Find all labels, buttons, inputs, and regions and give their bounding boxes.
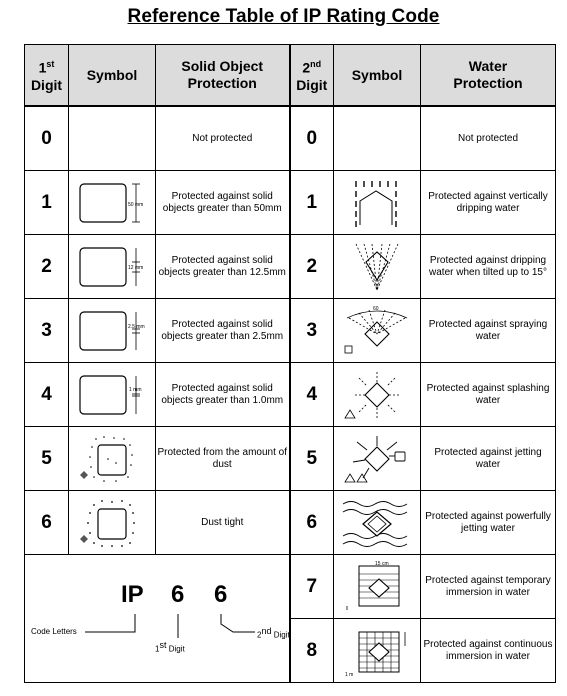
solid-digit: 5: [25, 427, 69, 491]
immersion-bottom-label: 1 m: [345, 671, 354, 678]
ip-rating-table: [24, 44, 556, 683]
solid-desc: Protected from the amount of dust: [156, 427, 290, 491]
solid-desc: Not protected: [156, 106, 290, 171]
jet-icon: [334, 427, 421, 491]
immersion-depth-label: 15 cm: [375, 560, 389, 567]
header-second-digit: 2nd Digit: [290, 45, 334, 107]
code-second-digit: 6: [214, 580, 228, 608]
tilted-drip-icon: [334, 235, 421, 299]
spray-icon: [334, 299, 421, 363]
header-symbol-water: Symbol: [334, 45, 421, 107]
first-digit-label: 1st Digit: [155, 639, 185, 654]
code-letters-label: Code Letters: [31, 626, 77, 636]
header-symbol-solid: Symbol: [69, 45, 156, 107]
temporary-immersion-icon: [334, 555, 421, 619]
probe-2-5mm-icon: [69, 299, 156, 363]
water-digit: 7: [290, 555, 334, 619]
code-first-digit: 6: [171, 580, 185, 608]
dim-label: 50 mm: [128, 201, 144, 208]
water-desc: Protected against powerfully jetting water: [421, 491, 556, 555]
water-digit: 1: [290, 171, 334, 235]
probe-1mm-icon: [69, 363, 156, 427]
header-first-digit: 1st Digit: [25, 45, 69, 107]
dim-label: 12 mm: [128, 264, 144, 271]
table-row: [25, 363, 556, 427]
water-desc: Protected against splashing water: [421, 363, 556, 427]
vertical-drip-icon: [334, 171, 421, 235]
water-digit: 4: [290, 363, 334, 427]
solid-digit: 3: [25, 299, 69, 363]
water-digit: 6: [290, 491, 334, 555]
water-desc: Not protected: [421, 106, 556, 171]
table-row: [25, 555, 556, 619]
spray-angle-label: 60: [373, 305, 379, 312]
water-desc: Protected against dripping water when tilted up to 15°: [421, 235, 556, 299]
solid-desc: Protected against solid objects greater than 2.5mm: [156, 299, 290, 363]
table-row: [25, 427, 556, 491]
water-digit: 2: [290, 235, 334, 299]
powerful-jet-icon: [334, 491, 421, 555]
dim-label: 2.5 mm: [128, 323, 145, 330]
header-water-protection: Water Protection: [421, 45, 556, 107]
dust-tight-icon: [69, 491, 156, 555]
solid-desc: Protected against solid objects greater than 1.0mm: [156, 363, 290, 427]
solid-digit: 1: [25, 171, 69, 235]
dust-protected-icon: [69, 427, 156, 491]
dim-label: 1 mm: [129, 386, 142, 393]
water-digit: 0: [290, 106, 334, 171]
header-solid-protection: Solid Object Protection: [156, 45, 290, 107]
page-title: Reference Table of IP Rating Code: [127, 6, 440, 27]
table-row: [25, 106, 556, 171]
solid-desc: Protected against solid objects greater than 50mm: [156, 171, 290, 235]
code-letters: IP: [121, 580, 144, 608]
water-desc: Protected against spraying water: [421, 299, 556, 363]
solid-desc: Dust tight: [156, 491, 290, 555]
water-symbol-empty: [334, 106, 421, 171]
solid-symbol-empty: [69, 106, 156, 171]
water-digit: 3: [290, 299, 334, 363]
water-desc: Protected against vertically dripping water: [421, 171, 556, 235]
solid-digit: 4: [25, 363, 69, 427]
solid-digit: 0: [25, 106, 69, 171]
water-desc: Protected against jetting water: [421, 427, 556, 491]
second-digit-label: 2nd Digit: [257, 625, 290, 640]
solid-digit: 6: [25, 491, 69, 555]
probe-50mm-icon: [69, 171, 156, 235]
table-row: [25, 299, 556, 363]
solid-digit: 2: [25, 235, 69, 299]
water-desc: Protected against temporary immersion in water: [421, 555, 556, 619]
continuous-immersion-icon: [334, 619, 421, 683]
table-row: [25, 491, 556, 555]
water-digit: 5: [290, 427, 334, 491]
ip-code-example: [25, 555, 290, 683]
solid-desc: Protected against solid objects greater than 12.5mm: [156, 235, 290, 299]
table-row: [25, 235, 556, 299]
header-row: [25, 45, 556, 107]
splash-icon: [334, 363, 421, 427]
water-desc: Protected against continuous immersion in water: [421, 619, 556, 683]
table-row: [25, 171, 556, 235]
probe-12mm-icon: [69, 235, 156, 299]
water-digit: 8: [290, 619, 334, 683]
